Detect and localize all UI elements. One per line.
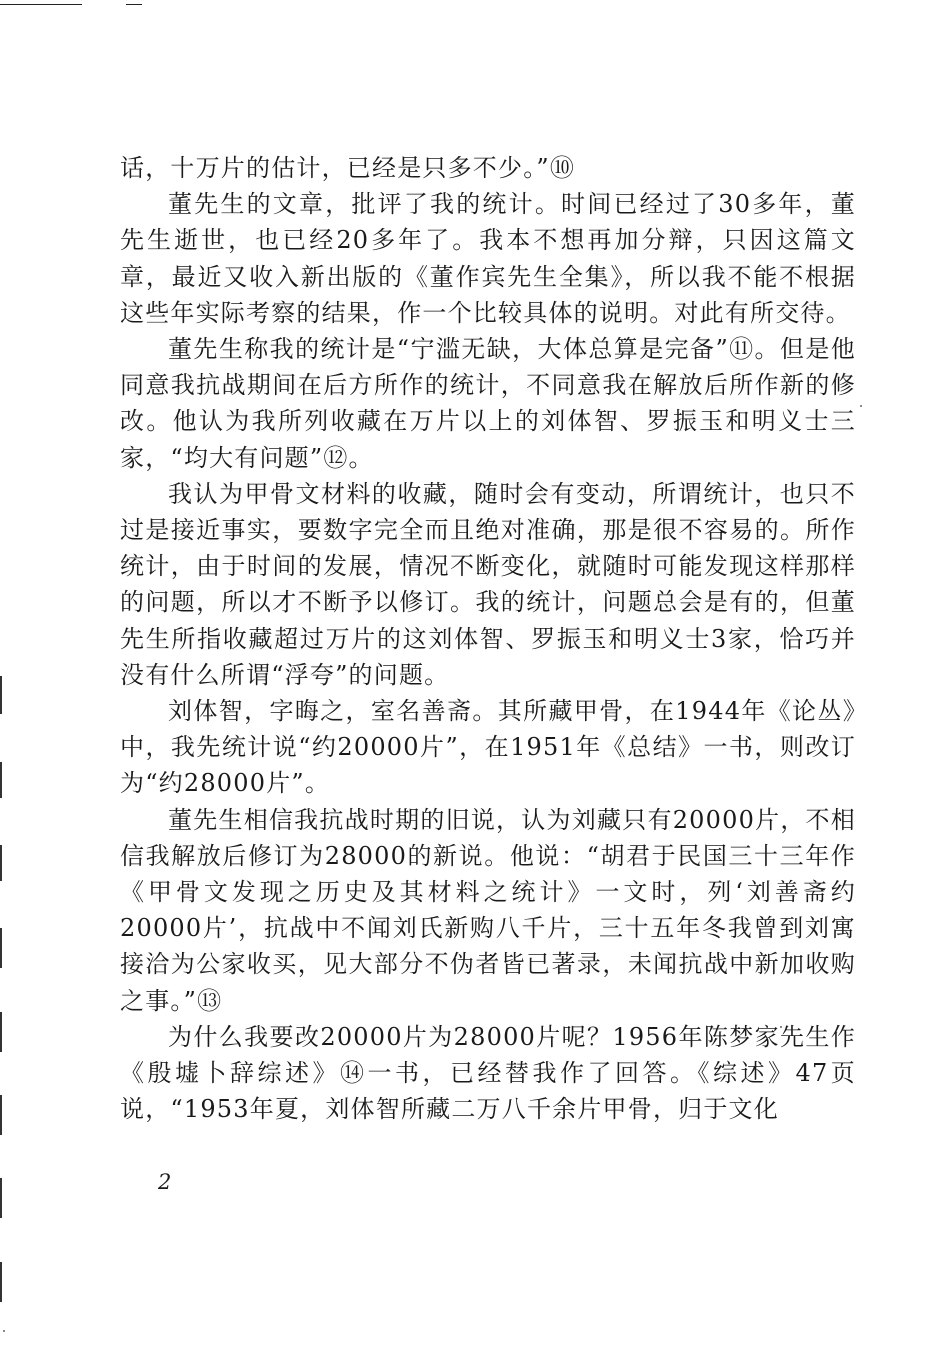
scan-speck: [860, 405, 862, 407]
scan-edge-mark: [0, 1012, 2, 1052]
paragraph: 我认为甲骨文材料的收藏，随时会有变动，所谓统计，也只不过是接近事实，要数字完全而且绝对准确，那是很不容易的。所作统计，由于时间的发展，情况不断变化，就随时可能发现这样那样的问题，所以才不断予以修订。我的统计，问题总会是有的，但董先生所指收藏超过万片的这刘体智、罗振玉和明义士3家，恰巧并没有什么所谓“浮夸”的问题。: [120, 479, 856, 689]
scan-edge-mark: [0, 676, 2, 714]
scan-edge-mark: [0, 845, 2, 881]
page-number: 2: [158, 1170, 172, 1194]
body-text: [120, 150, 856, 1127]
paragraph: 为什么我要改20000片为28000片呢？1956年陈梦家先生作《殷墟卜辞综述》⑭一书，已经替我作了回答。《综述》47页说，“1953年夏，刘体智所藏二万八千余片甲骨，归于文化: [120, 1022, 856, 1124]
top-rule-dash: [126, 4, 142, 5]
scan-edge-mark: [0, 1178, 2, 1218]
scan-edge-mark: [0, 928, 2, 968]
scan-edge-mark: [0, 762, 2, 798]
scan-speck: [3, 1330, 5, 1332]
top-rule-line: [0, 4, 82, 5]
paragraph: 刘体智，字晦之，室名善斋。其所藏甲骨，在1944年《论丛》中，我先统计说“约20000片”，在1951年《总结》一书，则改订为“约28000片”。: [120, 697, 856, 798]
paragraph: 董先生称我的统计是“宁滥无缺，大体总算是完备”⑪。但是他同意我抗战期间在后方所作的统计，不同意我在解放后所作新的修改。他认为我所列收藏在万片以上的刘体智、罗振玉和明义士三家，“均大有问题”⑫。: [120, 335, 856, 472]
paragraph: 董先生的文章，批评了我的统计。时间已经过了30多年，董先生逝世，也已经20多年了。我本不想再加分辩，只因这篇文章，最近又收入新出版的《董作宾先生全集》，所以我不能不根据这些年实际考察的结果，作一个比较具体的说明。对此有所交待。: [120, 190, 856, 327]
scan-edge-mark: [0, 1262, 2, 1302]
paragraph: 董先生相信我抗战时期的旧说，认为刘藏只有20000片，不相信我解放后修订为28000的新说。他说：“胡君于民国三十三年作《甲骨文发现之历史及其材料之统计》一文时，列‘刘善斋约20000片’，抗战中不闻刘氏新购八千片，三十五年冬我曾到刘寓接洽为公家收买，见大部分不伪者皆已著录，未闻抗战中新加收购之事。”⑬: [120, 805, 856, 1015]
paragraph-continuation: 话，十万片的估计，已经是只多不少。”⑩: [120, 154, 576, 182]
scan-edge-mark: [0, 1095, 2, 1135]
